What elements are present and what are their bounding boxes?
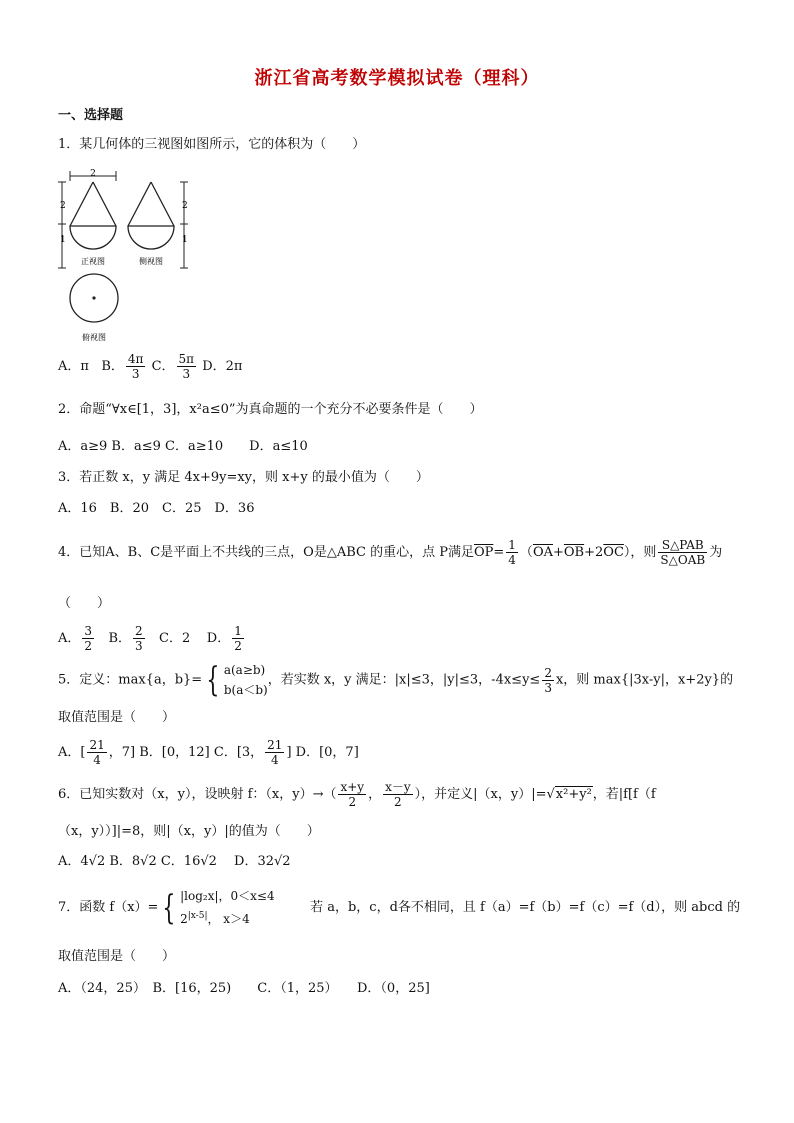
q3-options: A．16 B．20 C．25 D．36 xyxy=(58,501,255,516)
dim-left-label-2: 1 xyxy=(60,235,66,245)
q6-line2: （x，y））]|=8，则|（x，y）|的值为（ ） xyxy=(58,824,320,839)
q7-options: A．（24，25） B．[16，25) C．（1，25） D．（0，25] xyxy=(58,981,430,996)
q1-option-a: A．π xyxy=(58,359,89,374)
top-view-center xyxy=(92,296,95,299)
top-view-label: 俯视图 xyxy=(82,333,106,342)
q1-option-c: C． xyxy=(151,359,175,374)
page-title: 浙江省高考数学模拟试卷（理科） xyxy=(254,68,540,89)
q1-options xyxy=(58,352,242,381)
q1-option-b-fraction: $\frac{4\pi}{3}$ xyxy=(127,352,144,381)
side-view xyxy=(128,182,174,249)
q1-option-c-fraction: $\frac{5\pi}{3}$ xyxy=(178,352,195,381)
side-view-label: 侧视图 xyxy=(139,257,163,266)
front-view-label: 正视图 xyxy=(81,257,105,266)
q7-line2: 取值范围是（ ） xyxy=(58,949,176,964)
vector-oa: $\overline{OA}$ xyxy=(532,545,553,560)
q7-stem: 7．函数 f（x）= { |log₂x|，0＜x≤4 $2^{|x-5|}$， x＞4 若 a，b，c，d各不相同，且 f（a）=f（b）=f（c）=f（d），则 abcd 的 xyxy=(58,887,741,928)
q6-options: A．4√2 B．8√2 C．16√2 D．32√2 xyxy=(58,854,291,869)
q6-stem: 6．已知实数对（x，y），设映射 f：（x，y）→（ $\frac{x+y}{2}$ ， $\frac{x-y}{2}$ ），并定义|（x，y）|=√x²+y²，若|f[f（f xyxy=(58,780,656,809)
dim-right-label-1: 2 xyxy=(182,201,188,211)
dim-right-label-2: 1 xyxy=(182,235,188,245)
q1-option-b: B． xyxy=(101,359,124,374)
q2-options: A．a≥9 B．a≤9 C．a≥10 D．a≤10 xyxy=(58,439,308,454)
q4-stem: 4．已知A、B、C是平面上不共线的三点，O是△ABC 的重心，点 P满足$\overline{OP}=$ $\frac{1}{4}$ $(\overline{OA}+\overline{OB}+2\overline{OC})$，则 $\frac{\text{S△PAB}}{\text{S△OAB}}$ 为 xyxy=(58,538,723,567)
vector-op: $\overline{OP}$ xyxy=(473,545,494,560)
section-heading: 一、选择题 xyxy=(58,108,124,123)
q5-options: A．[ $\frac{21}{4}$ ，7] B．[0，12] C．[3， $\frac{21}{4}$ ] D．[0，7] xyxy=(58,738,359,767)
area-ratio: $\frac{\text{S△PAB}}{\text{S△OAB}}$ xyxy=(660,538,706,567)
q5-line2: 取值范围是（ ） xyxy=(58,710,176,725)
q1-stem: 1．某几何体的三视图如图所示，它的体积为（ ） xyxy=(58,137,366,152)
q4-options: A． $\frac{3}{2}$ B． $\frac{2}{3}$ C．2 D． $\frac{1}{2}$ xyxy=(58,624,242,653)
q3-stem: 3．若正数 x，y 满足 4x+9y=xy，则 x+y 的最小值为（ ） xyxy=(58,470,429,485)
vector-oc: $\overline{OC}$ xyxy=(603,545,624,560)
front-view xyxy=(70,182,116,249)
vector-ob: $\overline{OB}$ xyxy=(563,545,585,560)
three-view-figure xyxy=(56,168,196,346)
dim-top-label: 2 xyxy=(90,169,96,179)
q4-blank: （ ） xyxy=(58,596,111,611)
dim-left-label-1: 2 xyxy=(60,201,66,211)
q5-stem: 5．定义：max{a，b}= { a(a≥b) b(a＜b) ，若实数 x，y 满足：|x|≤3，|y|≤3，-4x≤y≤ $\frac{2}{3}$ x，则 max{|3x-y|，x+2y}的 xyxy=(58,660,734,700)
q2-stem: 2．命题“∀x∈[1，3]，x²a≤0”为真命题的一个充分不必要条件是（ ） xyxy=(58,402,483,417)
q1-option-d: D．2π xyxy=(202,359,243,374)
